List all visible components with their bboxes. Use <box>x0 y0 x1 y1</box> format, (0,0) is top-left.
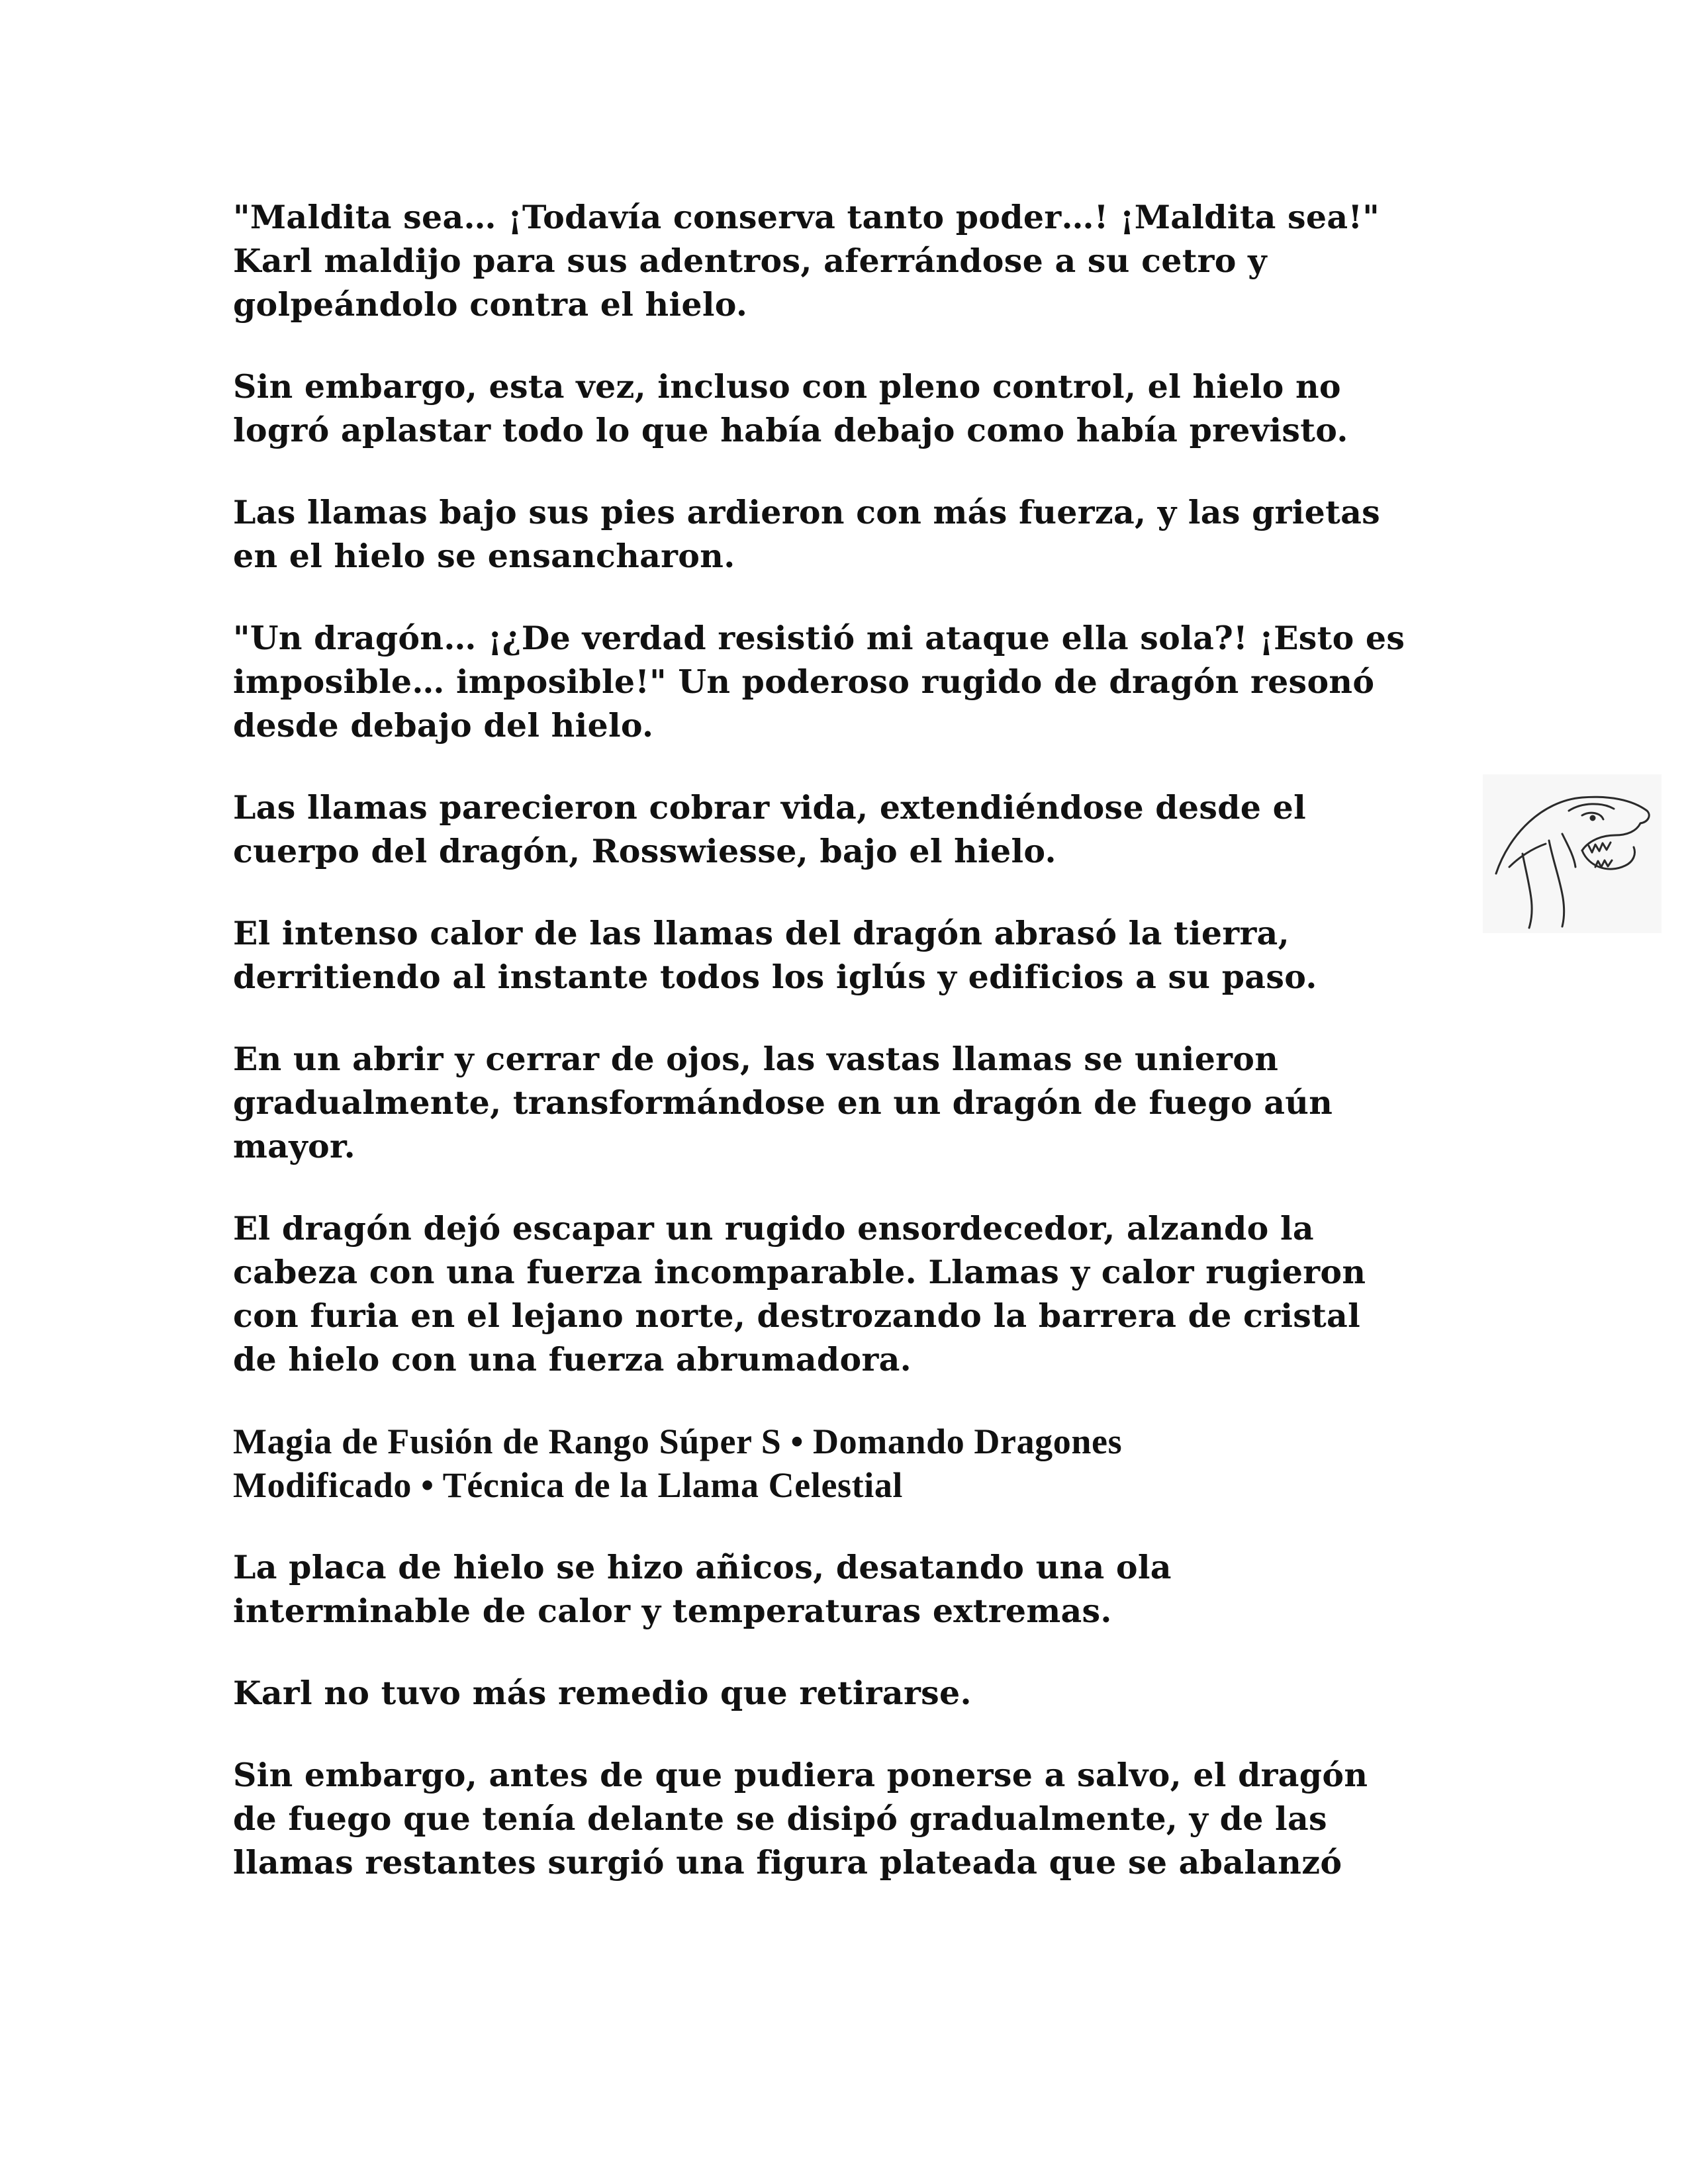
paragraph: En un abrir y cerrar de ojos, las vastas llamas se unieron gradualmente, transformándose en un dragón de fuego aún mayor. <box>233 1040 1333 1165</box>
paragraph: Sin embargo, esta vez, incluso con pleno control, el hielo no logró aplastar todo lo que había debajo como había previsto. <box>233 367 1348 449</box>
story-text <box>233 195 1464 1923</box>
paragraph: "Maldita sea… ¡Todavía conserva tanto poder…! ¡Maldita sea!" Karl maldijo para sus adentros, aferrándose a su cetro y golpeándolo contra el hielo. <box>233 198 1380 324</box>
paragraph: "Un dragón… ¡¿De verdad resistió mi ataque ella sola?! ¡Esto es imposible… imposible!" Un poderoso rugido de dragón resonó desde debajo del hielo. <box>233 619 1405 745</box>
paragraph: La placa de hielo se hizo añicos, desatando una ola interminable de calor y temperaturas extremas. <box>233 1548 1172 1630</box>
paragraph: Las llamas bajo sus pies ardieron con más fuerza, y las grietas en el hielo se ensancharon. <box>233 493 1381 575</box>
paragraph: Sin embargo, antes de que pudiera ponerse a salvo, el dragón de fuego que tenía delante se disipó gradualmente, y de las llamas restantes surgió una figura plateada que se abalanzó <box>233 1756 1368 1882</box>
paragraph: Las llamas parecieron cobrar vida, extendiéndose desde el cuerpo del dragón, Rosswiesse, bajo el hielo. <box>233 788 1306 870</box>
paragraph: Karl no tuvo más remedio que retirarse. <box>233 1674 972 1712</box>
paragraph: El dragón dejó escapar un rugido ensordecedor, alzando la cabeza con una fuerza incomparable. Llamas y calor rugieron con furia en el lejano norte, destrozando la barrera de cristal de hielo con una fuerza abrumadora. <box>233 1209 1366 1379</box>
technique-title: Magia de Fusión de Rango Súper S • Domando Dragones Modificado • Técnica de la Llama Celestial <box>233 1422 1123 1505</box>
paragraph: El intenso calor de las llamas del dragón abrasó la tierra, derritiendo al instante todos los iglús y edificios a su paso. <box>233 914 1317 996</box>
dragon-head-sketch-icon <box>1483 774 1662 933</box>
